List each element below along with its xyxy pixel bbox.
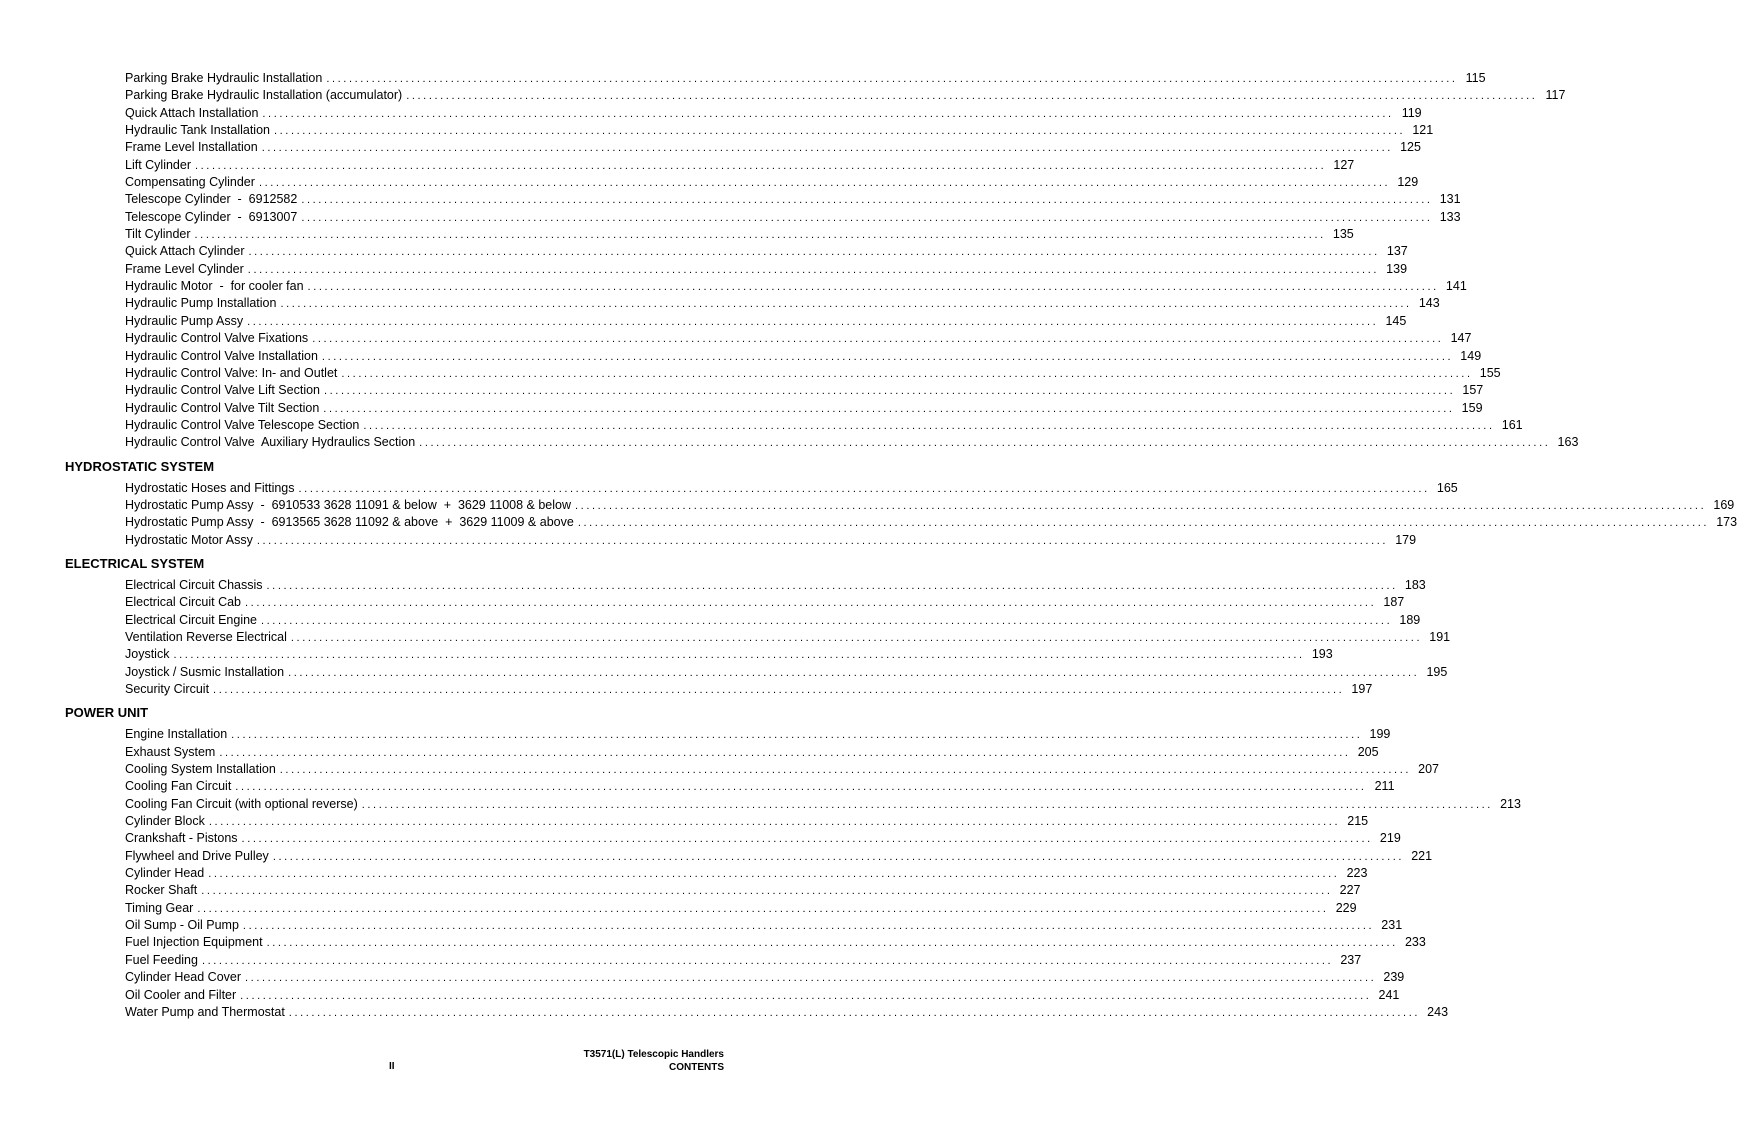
toc-entry-page: 221 bbox=[1411, 848, 1433, 863]
toc-entry[interactable] bbox=[125, 681, 1373, 698]
toc-entry-title: Hydraulic Pump Assy bbox=[125, 313, 244, 328]
section-heading: POWER UNIT bbox=[65, 705, 149, 721]
toc-entry-page: 207 bbox=[1418, 762, 1440, 777]
toc-entry-title: Rocker Shaft bbox=[125, 883, 198, 898]
toc-entry[interactable] bbox=[125, 1004, 1449, 1021]
dot-leader: ........................................................................................................................................................................................................ bbox=[288, 666, 1420, 679]
toc-entry-page: 115 bbox=[1465, 71, 1486, 85]
toc-entry-page: 117 bbox=[1545, 88, 1566, 103]
toc-entry-page: 169 bbox=[1713, 497, 1735, 512]
toc-entry-title: Cylinder Head Cover bbox=[125, 970, 242, 985]
toc-entry-title: Hydrostatic Motor Assy bbox=[125, 532, 253, 547]
toc-entry[interactable] bbox=[125, 480, 1458, 497]
toc-entry-title: Timing Gear bbox=[125, 900, 194, 915]
toc-entry-page: 219 bbox=[1379, 831, 1401, 846]
toc-entry-page: 129 bbox=[1397, 175, 1419, 190]
toc-entry[interactable] bbox=[125, 313, 1407, 330]
toc-entry-page: 143 bbox=[1418, 296, 1440, 311]
toc-entry[interactable] bbox=[125, 612, 1421, 629]
toc-entry-page: 179 bbox=[1395, 532, 1417, 547]
toc-entry[interactable] bbox=[125, 330, 1472, 347]
dot-leader: ........................................................................................................................................................................................................ bbox=[247, 315, 1379, 328]
toc-entry-page: 121 bbox=[1412, 123, 1434, 138]
dot-leader: ........................................................................................................................................................................................................ bbox=[240, 989, 1372, 1002]
toc-entry-page: 133 bbox=[1439, 209, 1461, 224]
toc-entry[interactable] bbox=[125, 261, 1408, 278]
toc-entry-title: Cylinder Block bbox=[125, 814, 205, 829]
toc-entry-page: 159 bbox=[1461, 400, 1483, 415]
dot-leader: ........................................................................................................................................................................................................ bbox=[341, 367, 1473, 380]
dot-leader: ........................................................................................................................................................................................................ bbox=[241, 833, 1373, 846]
dot-leader: ........................................................................................................................................................................................................ bbox=[262, 107, 1394, 120]
dot-leader: ........................................................................................................................................................................................................ bbox=[363, 419, 1495, 432]
toc-entry[interactable] bbox=[125, 865, 1368, 882]
toc-entry-page: 131 bbox=[1439, 192, 1461, 207]
dot-leader: ........................................................................................................................................................................................................ bbox=[261, 614, 1393, 627]
toc-entry-page: 233 bbox=[1404, 935, 1426, 950]
toc-entry[interactable] bbox=[125, 987, 1400, 1004]
toc-entry-page: 191 bbox=[1429, 629, 1451, 644]
toc-entry-title: Electrical Circuit Engine bbox=[125, 612, 257, 627]
toc-entry-page: 147 bbox=[1450, 331, 1472, 346]
toc-entry[interactable] bbox=[125, 514, 1737, 531]
toc-entry[interactable] bbox=[125, 744, 1379, 761]
dot-leader: ........................................................................................................................................................................................................ bbox=[201, 954, 1334, 967]
toc-entry-page: 193 bbox=[1311, 647, 1333, 662]
dot-leader: ........................................................................................................................................................................................................ bbox=[173, 649, 1305, 662]
toc-entry[interactable] bbox=[125, 664, 1448, 681]
dot-leader: ........................................................................................................................................................................................................ bbox=[231, 729, 1363, 742]
page-number: II bbox=[389, 1061, 395, 1072]
toc-entry-title: Hydraulic Control Valve Installation bbox=[125, 348, 318, 363]
dot-leader: ........................................................................................................................................................................................................ bbox=[326, 73, 1458, 85]
toc-entry[interactable] bbox=[125, 348, 1482, 365]
toc-entry[interactable] bbox=[125, 365, 1501, 382]
toc-entry-page: 135 bbox=[1332, 227, 1354, 242]
toc-entry-page: 215 bbox=[1347, 814, 1369, 829]
dot-leader: ........................................................................................................................................................................................................ bbox=[272, 850, 1405, 863]
toc-entry-title: Frame Level Installation bbox=[125, 140, 258, 155]
toc-entry-title: Telescope Cylinder - 6912582 bbox=[125, 192, 298, 207]
toc-entry-title: Hydraulic Control Valve Lift Section bbox=[125, 383, 320, 398]
dot-leader: ........................................................................................................................................................................................................ bbox=[242, 920, 1375, 933]
toc-entry[interactable] bbox=[125, 726, 1391, 743]
toc-entry-page: 223 bbox=[1346, 866, 1368, 881]
toc-section bbox=[0, 70, 1579, 452]
dot-leader: ........................................................................................................................................................................................................ bbox=[256, 534, 1389, 547]
toc-entry[interactable] bbox=[125, 209, 1461, 226]
toc-entry-title: Hydraulic Tank Installation bbox=[125, 123, 270, 138]
toc-entry-title: Electrical Circuit Chassis bbox=[125, 577, 263, 592]
toc-entry[interactable] bbox=[125, 796, 1521, 813]
toc-entry[interactable] bbox=[125, 848, 1433, 865]
toc-entry[interactable] bbox=[125, 830, 1401, 847]
toc-entry-title: Tilt Cylinder bbox=[125, 227, 191, 242]
toc-entry[interactable] bbox=[125, 778, 1395, 795]
toc-entry-page: 183 bbox=[1404, 577, 1426, 592]
dot-leader: ........................................................................................................................................................................................................ bbox=[247, 263, 1380, 276]
toc-entry[interactable] bbox=[125, 70, 1486, 87]
dot-leader: ........................................................................................................................................................................................................ bbox=[194, 229, 1326, 242]
toc-entry[interactable] bbox=[125, 174, 1419, 191]
toc-entry[interactable] bbox=[125, 629, 1451, 646]
dot-leader: ........................................................................................................................................................................................................ bbox=[279, 764, 1412, 777]
toc-entry-title: Engine Installation bbox=[125, 727, 228, 742]
toc-entry-page: 145 bbox=[1385, 313, 1407, 328]
toc-entry[interactable] bbox=[125, 497, 1735, 514]
toc-entry-page: 189 bbox=[1399, 612, 1421, 627]
dot-leader: ........................................................................................................................................................................................................ bbox=[261, 142, 1393, 155]
dot-leader: ........................................................................................................................................................................................................ bbox=[197, 902, 1329, 915]
dot-leader: ........................................................................................................................................................................................................ bbox=[273, 125, 1406, 138]
toc-entry-page: 195 bbox=[1426, 664, 1448, 679]
toc-section bbox=[0, 458, 1737, 549]
toc-entry-page: 205 bbox=[1357, 744, 1379, 759]
toc-entry[interactable] bbox=[125, 969, 1405, 986]
dot-leader: ........................................................................................................................................................................................................ bbox=[288, 1006, 1421, 1019]
dot-leader: ........................................................................................................................................................................................................ bbox=[577, 517, 1710, 530]
toc-entry-title: Hydraulic Control Valve Tilt Section bbox=[125, 400, 320, 415]
toc-entry-page: 165 bbox=[1436, 480, 1458, 495]
toc-entry-title: Cylinder Head bbox=[125, 866, 205, 881]
toc-entry-page: 241 bbox=[1378, 987, 1400, 1002]
toc-entry[interactable] bbox=[125, 295, 1440, 312]
toc-entry[interactable] bbox=[125, 243, 1408, 260]
toc-entry-title: Oil Cooler and Filter bbox=[125, 987, 237, 1002]
toc-entry-page: 155 bbox=[1479, 365, 1501, 380]
dot-leader: ........................................................................................................................................................................................................ bbox=[208, 816, 1341, 829]
toc-entry[interactable] bbox=[125, 882, 1361, 899]
toc-entry[interactable] bbox=[125, 900, 1357, 917]
toc-entry-title: Electrical Circuit Cab bbox=[125, 595, 242, 610]
toc-entry-page: 137 bbox=[1386, 244, 1408, 259]
dot-leader: ........................................................................................................................................................................................................ bbox=[324, 385, 1456, 398]
toc-entry-page: 197 bbox=[1351, 682, 1373, 696]
footer-subtitle: CONTENTS bbox=[669, 1062, 724, 1073]
toc-section bbox=[0, 704, 1521, 1021]
toc-entry-title: Quick Attach Cylinder bbox=[125, 244, 245, 259]
toc-entry[interactable] bbox=[125, 952, 1362, 969]
toc-entry-title: Frame Level Cylinder bbox=[125, 261, 244, 276]
dot-leader: ........................................................................................................................................................................................................ bbox=[195, 159, 1327, 172]
toc-entry-page: 199 bbox=[1369, 727, 1391, 742]
dot-leader: ........................................................................................................................................................................................................ bbox=[258, 177, 1391, 190]
dot-leader: ........................................................................................................................................................................................................ bbox=[266, 937, 1398, 950]
toc-entry[interactable] bbox=[125, 434, 1579, 451]
toc-entry-page: 141 bbox=[1445, 279, 1467, 294]
dot-leader: ........................................................................................................................................................................................................ bbox=[201, 885, 1333, 898]
toc-entry[interactable] bbox=[125, 191, 1461, 208]
toc-entry[interactable] bbox=[125, 594, 1405, 611]
toc-entry-page: 229 bbox=[1335, 900, 1357, 915]
toc-entry-title: Water Pump and Thermostat bbox=[125, 1004, 285, 1019]
section-heading: HYDROSTATIC SYSTEM bbox=[65, 458, 215, 474]
dot-leader: ........................................................................................................................................................................................................ bbox=[290, 631, 1423, 644]
toc-entry-page: 127 bbox=[1333, 157, 1355, 172]
toc-entry-title: Quick Attach Installation bbox=[125, 105, 259, 120]
toc-entry[interactable] bbox=[125, 400, 1483, 417]
footer-title: T3571(L) Telescopic Handlers bbox=[583, 1049, 724, 1060]
dot-leader: ........................................................................................................................................................................................................ bbox=[307, 281, 1439, 294]
toc-entry[interactable] bbox=[125, 532, 1417, 549]
dot-leader: ........................................................................................................................................................................................................ bbox=[245, 597, 1377, 610]
toc-entry-title: Cooling System Installation bbox=[125, 762, 276, 777]
dot-leader: ........................................................................................................................................................................................................ bbox=[280, 298, 1412, 311]
dot-leader: ........................................................................................................................................................................................................ bbox=[266, 579, 1398, 592]
toc-entry-page: 211 bbox=[1374, 779, 1395, 794]
toc-entry-title: Hydraulic Control Valve Auxiliary Hydraulics Section bbox=[125, 435, 416, 450]
toc-entry-page: 139 bbox=[1386, 261, 1408, 276]
dot-leader: ........................................................................................................................................................................................................ bbox=[219, 746, 1351, 759]
dot-leader: ........................................................................................................................................................................................................ bbox=[406, 90, 1538, 103]
toc-entry-title: Fuel Feeding bbox=[125, 952, 198, 967]
toc-entry-title: Lift Cylinder bbox=[125, 157, 191, 172]
toc-entry-title: Joystick / Susmic Installation bbox=[125, 664, 285, 679]
toc-entry-title: Parking Brake Hydraulic Installation (accumulator) bbox=[125, 88, 403, 103]
toc-entry-title: Hydraulic Control Valve: In- and Outlet bbox=[125, 365, 338, 380]
toc-entry[interactable] bbox=[125, 87, 1566, 104]
toc-entry-page: 237 bbox=[1340, 952, 1362, 967]
toc-entry-page: 231 bbox=[1381, 918, 1403, 933]
toc-entry[interactable] bbox=[125, 934, 1426, 951]
toc-entry-page: 161 bbox=[1501, 417, 1523, 432]
table-of-contents bbox=[0, 70, 1737, 1021]
toc-entry-title: Ventilation Reverse Electrical bbox=[125, 629, 287, 644]
dot-leader: ........................................................................................................................................................................................................ bbox=[361, 798, 1493, 811]
dot-leader: ........................................................................................................................................................................................................ bbox=[301, 194, 1433, 207]
toc-entry[interactable] bbox=[125, 278, 1467, 295]
toc-entry-title: Hydraulic Control Valve Fixations bbox=[125, 331, 309, 346]
toc-entry[interactable] bbox=[125, 105, 1422, 122]
dot-leader: ........................................................................................................................................................................................................ bbox=[213, 684, 1345, 696]
toc-entry-page: 125 bbox=[1400, 140, 1421, 155]
toc-entry-title: Hydraulic Control Valve Telescope Section bbox=[125, 417, 360, 432]
toc-entry[interactable] bbox=[125, 382, 1484, 399]
toc-entry-page: 149 bbox=[1460, 348, 1482, 363]
toc-entry-page: 119 bbox=[1401, 105, 1422, 120]
section-heading: ELECTRICAL SYSTEM bbox=[65, 555, 205, 571]
toc-entry-title: Oil Sump - Oil Pump bbox=[125, 918, 239, 933]
dot-leader: ........................................................................................................................................................................................................ bbox=[323, 402, 1455, 415]
toc-entry-title: Security Circuit bbox=[125, 682, 210, 696]
toc-entry-page: 227 bbox=[1339, 883, 1361, 898]
toc-entry-title: Compensating Cylinder bbox=[125, 175, 255, 190]
toc-entry-title: Hydraulic Pump Installation bbox=[125, 296, 277, 311]
toc-entry[interactable] bbox=[125, 577, 1426, 594]
toc-entry-title: Joystick bbox=[125, 647, 170, 662]
toc-entry[interactable] bbox=[125, 417, 1523, 434]
toc-entry-title: Cooling Fan Circuit (with optional reverse) bbox=[125, 796, 358, 811]
toc-entry-title: Hydrostatic Pump Assy - 6913565 3628 11092 & above + 3629 11009 & above bbox=[125, 515, 574, 530]
toc-entry-title: Flywheel and Drive Pulley bbox=[125, 848, 269, 863]
dot-leader: ........................................................................................................................................................................................................ bbox=[245, 972, 1377, 985]
toc-entry-title: Telescope Cylinder - 6913007 bbox=[125, 209, 298, 224]
toc-entry[interactable] bbox=[125, 917, 1403, 934]
toc-entry-title: Crankshaft - Pistons bbox=[125, 831, 238, 846]
toc-entry[interactable] bbox=[125, 122, 1434, 139]
dot-leader: ........................................................................................................................................................................................................ bbox=[301, 211, 1433, 224]
dot-leader: ........................................................................................................................................................................................................ bbox=[419, 437, 1551, 450]
dot-leader: ........................................................................................................................................................................................................ bbox=[208, 868, 1340, 881]
toc-entry[interactable] bbox=[125, 761, 1440, 778]
dot-leader: ........................................................................................................................................................................................................ bbox=[312, 333, 1444, 346]
toc-entry-page: 157 bbox=[1462, 383, 1484, 398]
toc-entry-title: Fuel Injection Equipment bbox=[125, 935, 263, 950]
dot-leader: ........................................................................................................................................................................................................ bbox=[321, 350, 1454, 363]
toc-entry-title: Hydrostatic Hoses and Fittings bbox=[125, 480, 295, 495]
toc-entry-title: Parking Brake Hydraulic Installation bbox=[125, 71, 323, 85]
toc-entry[interactable] bbox=[125, 813, 1369, 830]
dot-leader: ........................................................................................................................................................................................................ bbox=[575, 499, 1707, 512]
document-footer bbox=[584, 1048, 724, 1074]
toc-entry-page: 187 bbox=[1383, 595, 1405, 610]
toc-entry-page: 173 bbox=[1716, 515, 1737, 530]
toc-entry-title: Exhaust System bbox=[125, 744, 216, 759]
toc-entry[interactable] bbox=[125, 139, 1421, 156]
toc-entry-title: Hydrostatic Pump Assy - 6910533 3628 11091 & below + 3629 11008 & below bbox=[125, 497, 572, 512]
toc-entry[interactable] bbox=[125, 157, 1355, 174]
toc-entry-page: 239 bbox=[1383, 970, 1405, 985]
toc-entry-title: Cooling Fan Circuit bbox=[125, 779, 232, 794]
toc-entry-page: 163 bbox=[1557, 435, 1579, 450]
toc-section bbox=[0, 555, 1451, 698]
dot-leader: ........................................................................................................................................................................................................ bbox=[298, 482, 1430, 495]
toc-entry-page: 213 bbox=[1500, 796, 1521, 811]
toc-entry[interactable] bbox=[125, 646, 1333, 663]
toc-entry-title: Hydraulic Motor - for cooler fan bbox=[125, 279, 304, 294]
dot-leader: ........................................................................................................................................................................................................ bbox=[248, 246, 1380, 259]
toc-entry[interactable] bbox=[125, 226, 1354, 243]
dot-leader: ........................................................................................................................................................................................................ bbox=[235, 781, 1367, 794]
toc-entry-page: 243 bbox=[1427, 1004, 1449, 1019]
